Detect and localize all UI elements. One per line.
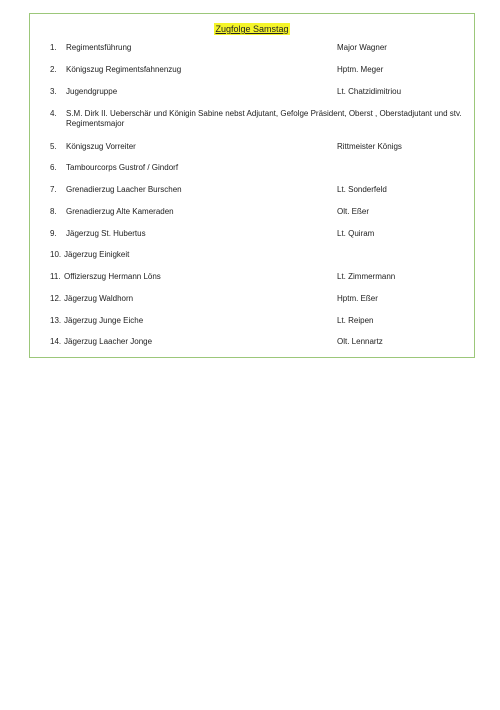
item-number: 11.	[50, 272, 61, 281]
unit-name: Jägerzug Junge Eiche	[64, 316, 144, 325]
list-item	[50, 337, 470, 359]
unit-name: Jägerzug Laacher Jonge	[64, 337, 153, 346]
item-number: 14.	[50, 337, 62, 346]
list-item	[50, 207, 470, 229]
unit-officer: Lt. Sonderfeld	[337, 185, 387, 194]
list-item	[50, 229, 470, 250]
item-number: 1.	[50, 43, 57, 52]
item-number: 6.	[50, 163, 57, 172]
unit-name: Tambourcorps Gustrof / Gindorf	[66, 163, 179, 172]
item-number: 2.	[50, 65, 57, 74]
unit-officer: Lt. Reipen	[337, 316, 374, 325]
unit-name: Jägerzug Waldhorn	[64, 294, 134, 303]
title-wrap	[30, 19, 474, 37]
unit-name: Regimentsführung	[66, 43, 132, 52]
unit-officer: Rittmeister Königs	[337, 142, 402, 151]
unit-officer: Hptm. Eßer	[337, 294, 378, 303]
unit-name: Grenadierzug Laacher Burschen	[66, 185, 182, 194]
unit-name: Offizierszug Hermann Löns	[64, 272, 161, 281]
unit-officer: Hptm. Meger	[337, 65, 384, 74]
unit-name: Jugendgruppe	[66, 87, 118, 96]
schedule-frame	[29, 13, 475, 358]
list-item	[50, 316, 470, 337]
unit-officer: Lt. Quiram	[337, 229, 375, 238]
list-item	[50, 65, 470, 87]
unit-name: Jägerzug St. Hubertus	[66, 229, 146, 238]
unit-officer: Olt. Lennartz	[337, 337, 383, 346]
unit-name: Grenadierzug Alte Kameraden	[66, 207, 174, 216]
list-item	[50, 185, 470, 207]
item-number: 9.	[50, 229, 57, 238]
unit-name: S.M. Dirk II. Ueberschär und Königin Sabine nebst Adjutant, Gefolge Präsident, Oberst , Oberstadjutant und stv. Regimentsmajor	[66, 109, 462, 128]
list-item	[50, 294, 470, 316]
schedule-title: Zugfolge Samstag	[215, 24, 289, 34]
unit-name: Jägerzug Einigkeit	[64, 250, 130, 259]
item-number: 3.	[50, 87, 57, 96]
item-number: 13.	[50, 316, 62, 325]
unit-officer: Lt. Zimmermann	[337, 272, 396, 281]
item-number: 4.	[50, 109, 57, 118]
list-item	[50, 43, 470, 65]
list-item	[50, 142, 470, 163]
unit-officer: Major Wagner	[337, 43, 387, 52]
list-item	[50, 272, 470, 294]
item-number: 12.	[50, 294, 62, 303]
parade-order-list	[50, 43, 470, 359]
list-item	[50, 87, 470, 109]
item-number: 10.	[50, 250, 62, 259]
list-item	[50, 109, 470, 142]
unit-officer: Olt. Eßer	[337, 207, 370, 216]
list-item	[50, 250, 470, 272]
unit-name: Königszug Vorreiter	[66, 142, 136, 151]
item-number: 5.	[50, 142, 57, 151]
unit-name: Königszug Regimentsfahnenzug	[66, 65, 182, 74]
item-number: 7.	[50, 185, 57, 194]
list-item	[50, 163, 470, 185]
unit-officer: Lt. Chatzidimitriou	[337, 87, 402, 96]
item-number: 8.	[50, 207, 57, 216]
